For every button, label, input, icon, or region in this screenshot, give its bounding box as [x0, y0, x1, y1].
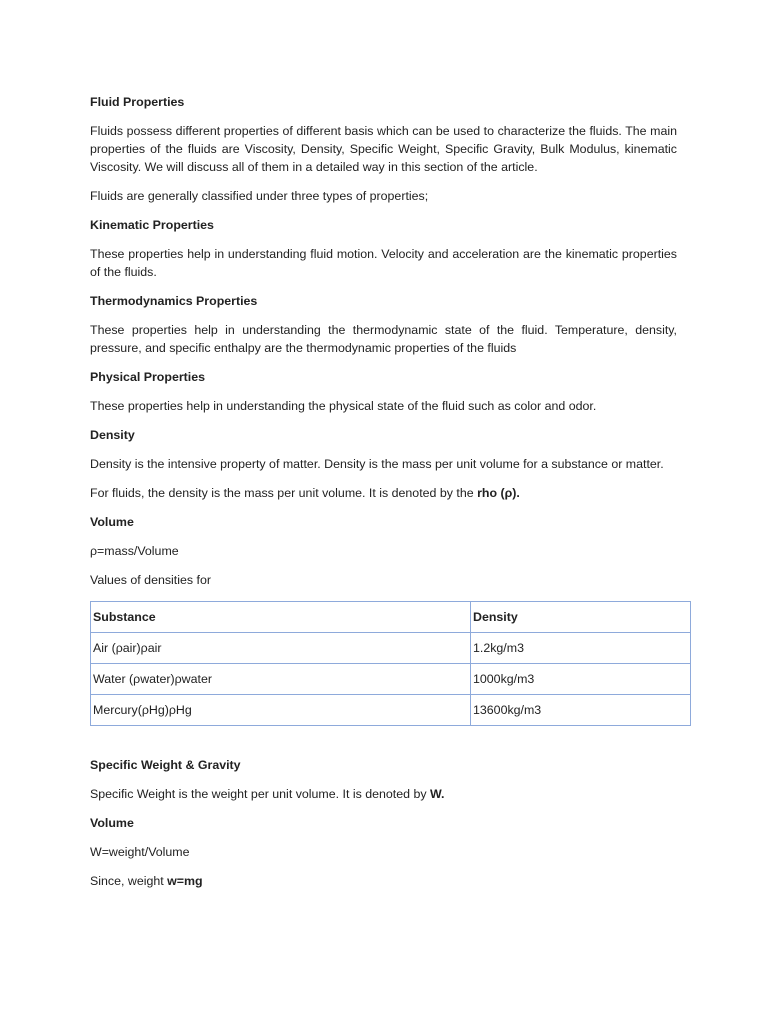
paragraph-thermodynamics: These properties help in understanding the thermodynamic state of the fluid. Temperature, density, pressure, and specific enthalpy are the thermodynamic properties of the fluids [90, 323, 677, 355]
w-mg-bold: w=mg [167, 874, 203, 888]
table-cell-density: 1.2kg/m3 [471, 633, 691, 664]
table-row [91, 633, 691, 664]
table-row [91, 664, 691, 695]
paragraph-density: Density is the intensive property of matter. Density is the mass per unit volume for a substance or matter. [90, 457, 664, 471]
heading-thermodynamics: Thermodynamics Properties [90, 294, 258, 308]
heading-kinematic: Kinematic Properties [90, 218, 214, 232]
specific-weight-text: Specific Weight is the weight per unit volume. It is denoted by [90, 787, 431, 801]
paragraph-since [90, 872, 677, 890]
heading-volume-2: Volume [90, 816, 134, 830]
rho-symbol-bold: rho (ρ). [477, 486, 520, 500]
paragraph-intro: Fluids possess different properties of different basis which can be used to characterize the fluids. The main properties of the fluids are Viscosity, Density, Specific Weight, Specific Gravity, Bulk Modulus, kinematic Viscosity. We will discuss all of them in a detailed way in this section of the article. [90, 124, 677, 174]
table-cell-density: 13600kg/m3 [471, 695, 691, 726]
table-cell-substance: Air (ρair)ρair [91, 633, 471, 664]
heading-physical: Physical Properties [90, 370, 206, 384]
heading-specific-weight: Specific Weight & Gravity [90, 758, 241, 772]
paragraph-kinematic: These properties help in understanding fluid motion. Velocity and acceleration are the kinematic properties of the fluids. [90, 247, 677, 279]
paragraph-physical: These properties help in understanding the physical state of the fluid such as color and odor. [90, 399, 597, 413]
w-symbol-bold: W. [430, 787, 445, 801]
table-header-row [91, 602, 691, 633]
heading-fluid-properties: Fluid Properties [90, 95, 185, 109]
table-header-density: Density [471, 602, 691, 633]
since-text: Since, weight [90, 874, 168, 888]
table-row [91, 695, 691, 726]
paragraph-fluids-density [90, 484, 677, 502]
table-cell-substance: Mercury(ρHg)ρHg [91, 695, 471, 726]
heading-density: Density [90, 428, 135, 442]
table-cell-substance: Water (ρwater)ρwater [91, 664, 471, 695]
fluids-density-text: For fluids, the density is the mass per unit volume. It is denoted by the [90, 486, 478, 500]
document-body [90, 93, 677, 890]
formula-w: W=weight/Volume [90, 845, 190, 859]
paragraph-classified: Fluids are generally classified under three types of properties; [90, 189, 429, 203]
table-cell-density: 1000kg/m3 [471, 664, 691, 695]
paragraph-values: Values of densities for [90, 573, 211, 587]
density-table [90, 601, 691, 726]
paragraph-specific-weight [90, 785, 677, 803]
heading-volume-1: Volume [90, 515, 134, 529]
formula-rho: ρ=mass/Volume [90, 544, 179, 558]
table-header-substance: Substance [91, 602, 471, 633]
